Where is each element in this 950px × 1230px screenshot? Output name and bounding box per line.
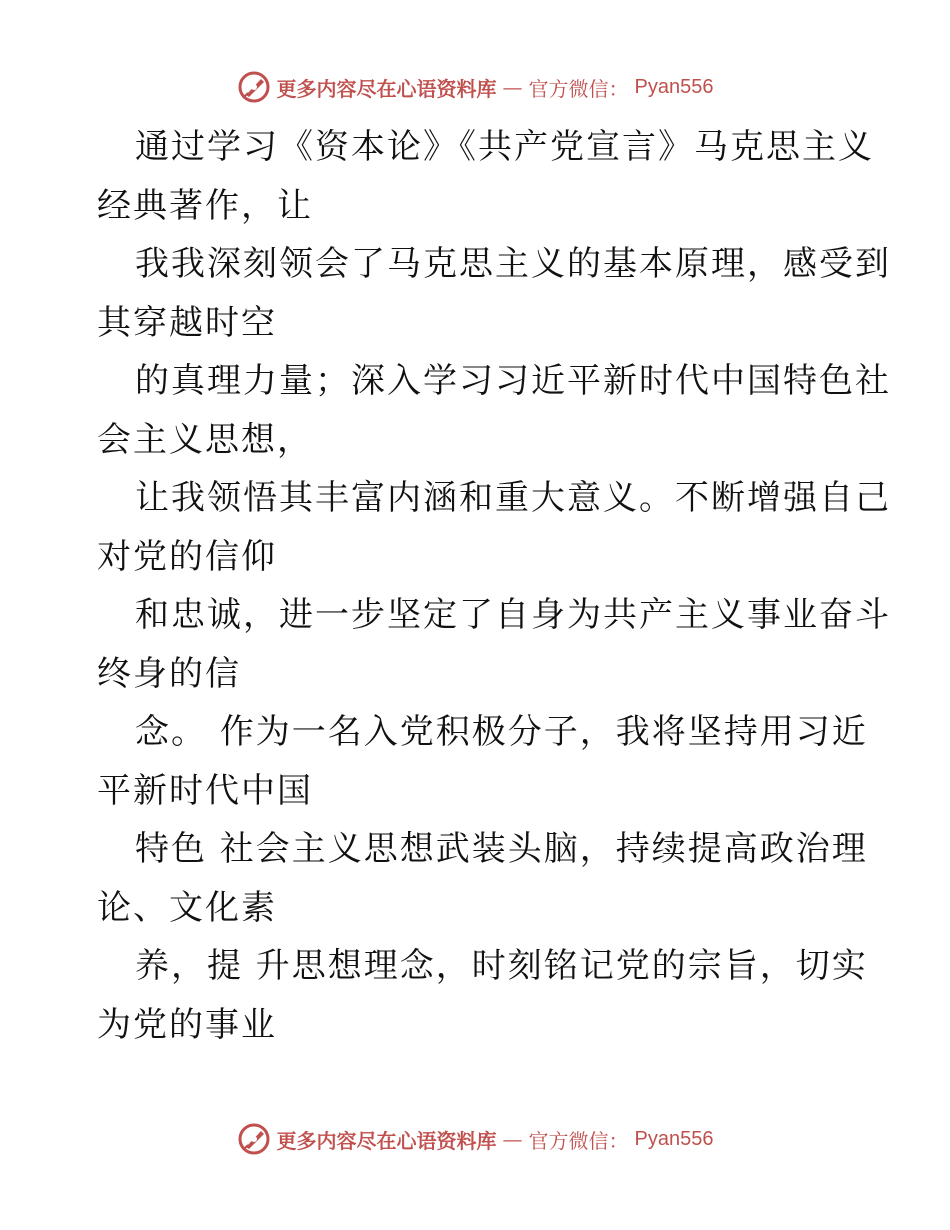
watermark-dash: — <box>502 75 523 99</box>
watermark-dash: — <box>502 1127 523 1151</box>
watermark-site-text: 更多内容尽在心语资料库 <box>276 1128 497 1153</box>
text-line: 养，提 升思想理念，时刻铭记党的宗旨，切实 <box>135 946 868 986</box>
text-line: 的真理力量；深入学习习近平新时代中国特色社 <box>135 361 891 401</box>
watermark-wechat-label: 官方微信： <box>528 1128 629 1153</box>
text-line: 会主义思想， <box>97 419 313 460</box>
text-line: 和忠诚，进一步坚定了自身为共产主义事业奋斗 <box>135 595 891 635</box>
text-line: 经典著作，让 <box>97 185 313 226</box>
watermark-wechat-id: Pyan556 <box>634 1127 714 1150</box>
watermark-wechat-id: Pyan556 <box>634 75 714 98</box>
text-line: 让我领悟其丰富内涵和重大意义。不断增强自己 <box>135 478 891 518</box>
watermark-site-text: 更多内容尽在心语资料库 <box>276 76 497 101</box>
text-line: 特色 社会主义思想武装头脑，持续提高政治理 <box>135 829 868 869</box>
text-line: 其穿越时空 <box>97 302 277 343</box>
footer-watermark <box>0 1122 950 1156</box>
quill-pen-logo-icon <box>237 1122 271 1156</box>
text-line: 终身的信 <box>97 653 241 694</box>
watermark-wechat-label: 官方微信： <box>528 76 629 101</box>
text-line: 平新时代中国 <box>97 770 313 811</box>
text-line: 对党的信仰 <box>97 536 277 577</box>
quill-pen-logo-icon <box>237 70 271 104</box>
text-line: 论、文化素 <box>97 887 277 928</box>
text-line: 通过学习《资本论》《共产党宣言》马克思主义 <box>135 127 874 167</box>
text-line: 念。 作为一名入党积极分子，我将坚持用习近 <box>135 712 868 752</box>
document-body <box>97 118 891 1054</box>
header-watermark <box>0 70 950 104</box>
text-line: 为党的事业 <box>97 1004 277 1045</box>
text-line: 我我深刻领会了马克思主义的基本原理，感受到 <box>135 244 891 284</box>
